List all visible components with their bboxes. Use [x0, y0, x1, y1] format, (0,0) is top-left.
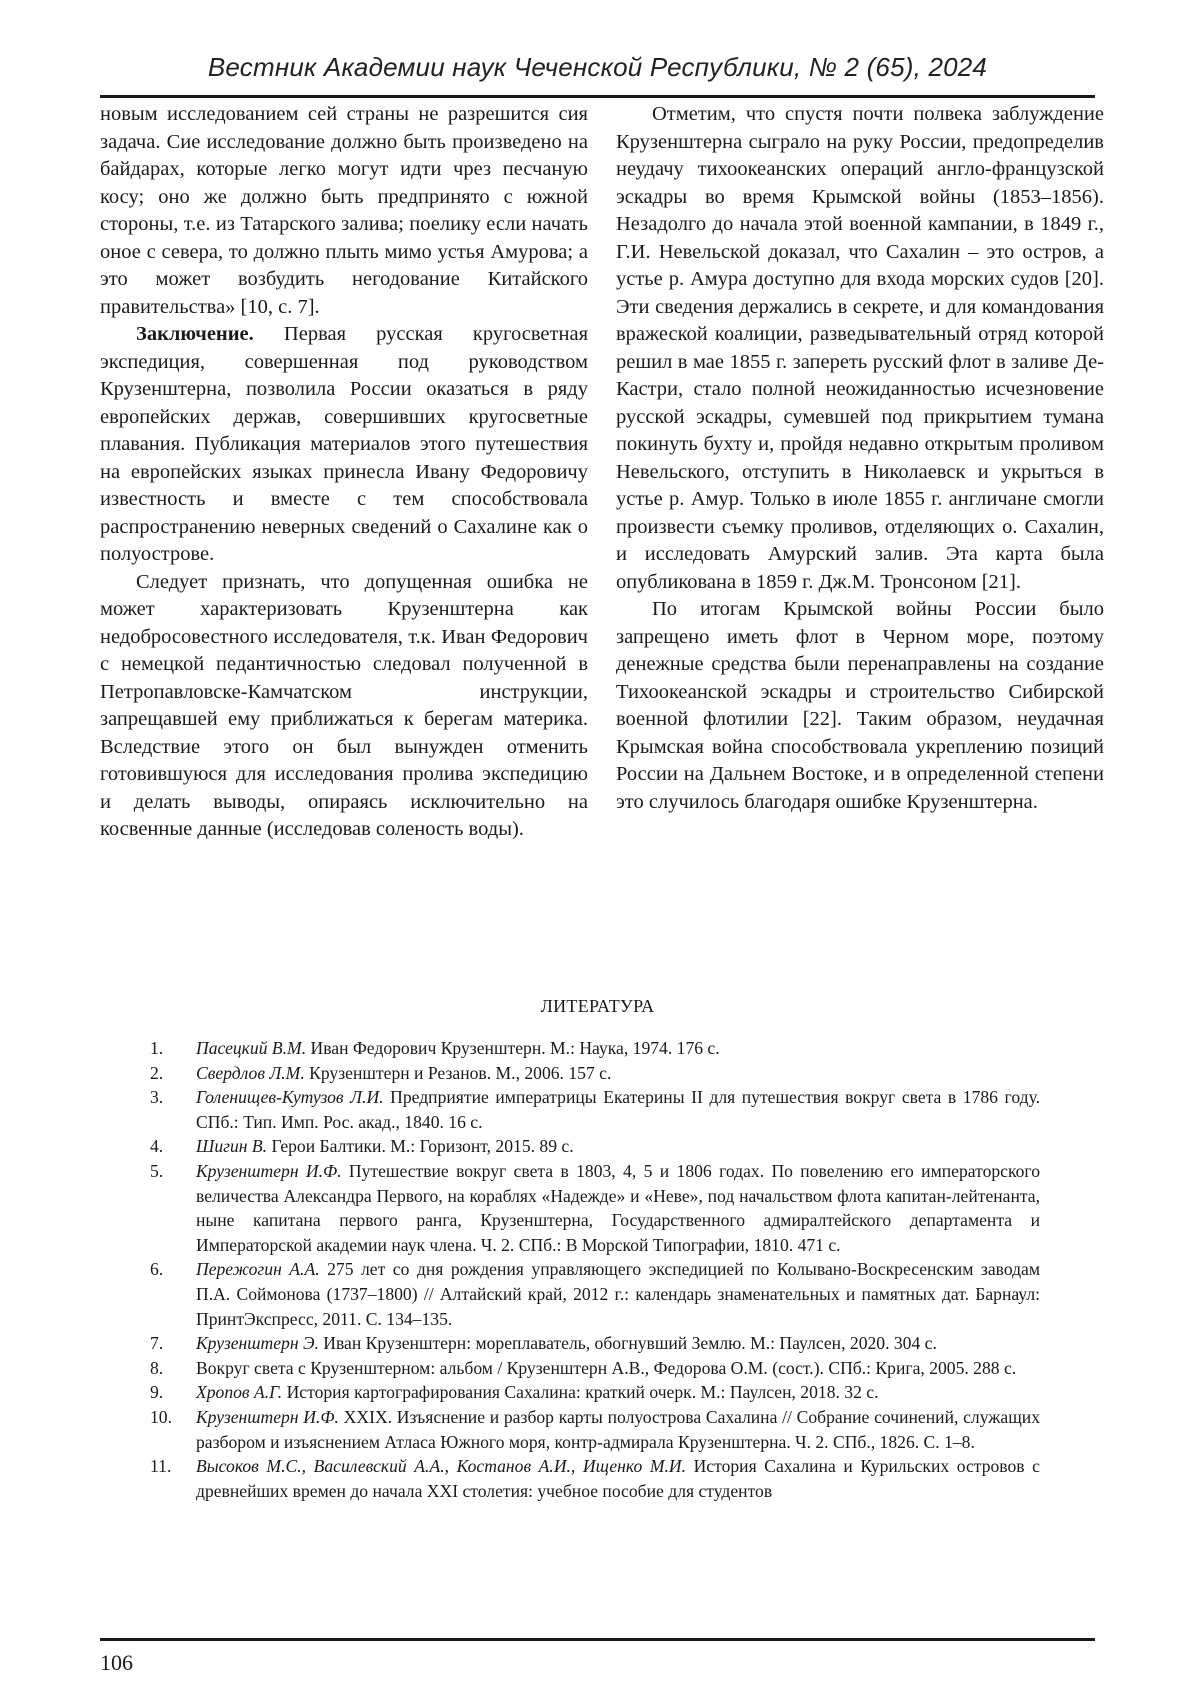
- reference-number: 4.: [150, 1136, 164, 1157]
- references-title: ЛИТЕРАТУРА: [540, 996, 655, 1016]
- reference-number: 10.: [150, 1406, 172, 1427]
- reference-number: 8.: [150, 1357, 164, 1378]
- reference-text: Иван Федорович Крузенштерн. М.: Наука, 1974. 176 с.: [306, 1038, 720, 1058]
- reference-author: Хропов А.Г.: [196, 1382, 283, 1403]
- conclusion-text: Первая русская кругосветная экспедиция, совершенная под руководством Крузенштерна, позволила России оказаться в ряду европейских держав, совершивших кругосветные плавания. Публикация материалов этого путешествия на европейских языках принесла Ивану Федоровичу известность и вместе с тем способствовала распространению неверных сведений о Сахалине как о полуострове.: [100, 323, 588, 565]
- page-number: 106: [100, 1650, 133, 1675]
- left-paragraph-1: новым исследованием сей страны не разрешится сия задача. Сие исследование должно быть произведено на байдарах, которые легко могут идти чрез песчаную косу; оно же должно быть предпринято с южной стороны, т.е. из Татарского залива; поелику если начать оное с севера, то должно плыть мимо устья Амурова; а это может возбудить негодование Китайского правительства» [10, с. 7].: [100, 103, 588, 318]
- left-paragraph-2: [100, 321, 588, 569]
- reference-item: [150, 1257, 1040, 1331]
- reference-item: [150, 1159, 1040, 1257]
- reference-item: [150, 1331, 1040, 1356]
- reference-author: Пережогин А.А.: [196, 1259, 320, 1280]
- reference-text: XXIX. Изъяснение и разбор карты полуострова Сахалина // Собрание сочинений, служащих разбором и изъяснением Атласа Южного моря, контр-адмирала Крузенштерна. Ч. 2. СПб., 1826. С. 1–8.: [196, 1406, 1040, 1452]
- reference-text: История Сахалина и Курильских островов с древнейших времен до начала XXI столетия: учебное пособие для студентов: [196, 1456, 1040, 1501]
- journal-header: Вестник Академии наук Чеченской Республики, № 2 (65), 2024: [207, 52, 988, 82]
- right-paragraph-1: Отметим, что спустя почти полвека заблуждение Крузенштерна сыграло на руку России, предопределив неудачу тихоокеанских операций англо-французской эскадры во время Крымской войны (1853–1856). Незадолго до начала этой военной кампании, в 1849 г., Г.И. Невельской доказал, что Сахалин – это остров, а устье р. Амура доступно для входа морских судов [20]. Эти сведения держались в секрете, и для командования вражеской коалиции, разведывательный отряд которой решил в мае 1855 г. запереть русский флот в заливе Де-Кастри, стало полной неожиданностью исчезновение русской эскадры, сумевшей под прикрытием тумана покинуть бухту и, пройдя недавно открытым проливом Невельского, отступить в Николаевск и укрыться в устье р. Амур. Только в июле 1855 г. англичане смогли произвести съемку проливов, отделяющих о. Сахалин, и исследовать Амурский залив. Эта карта была опубликована в 1859 г. Дж.М. Тронсоном [21].: [616, 103, 1104, 593]
- reference-author: Голенищев-Кутузов Л.И.: [196, 1087, 384, 1108]
- reference-item: [150, 1036, 1040, 1061]
- reference-text: Иван Крузенштерн: мореплаватель, обогнувший Землю. М.: Паулсен, 2020. 304 с.: [318, 1333, 937, 1354]
- reference-text: Герои Балтики. М.: Горизонт, 2015. 89 с.: [267, 1136, 574, 1157]
- left-column: [100, 101, 588, 844]
- reference-text: Крузенштерн и Резанов. М., 2006. 157 с.: [304, 1062, 612, 1083]
- reference-number: 3.: [150, 1087, 164, 1108]
- reference-item: [150, 1061, 1040, 1086]
- reference-text: Путешествие вокруг света в 1803, 4, 5 и 1806 годах. По повелению его императорского величества Александра Первого, на кораблях «Надежде» и «Неве», под начальством флота капитан-лейтенанта, ныне капитана первого ранга, Крузенштерна, Государственного адмиралтейского департамента и Императорской академии наук члена. Ч. 2. СПб.: В Морской Типографии, 1810. 471 с.: [196, 1160, 1040, 1255]
- reference-text: Предприятие императрицы Екатерины II для путешествия вокруг света в 1786 году. СПб.: Тип. Имп. Рос. акад., 1840. 16 с.: [196, 1087, 1040, 1132]
- reference-text: История картографирования Сахалина: краткий очерк. М.: Паулсен, 2018. 32 с.: [282, 1382, 879, 1403]
- conclusion-label: Заключение.: [136, 323, 254, 345]
- reference-number: 2.: [150, 1062, 164, 1083]
- reference-item: [150, 1380, 1040, 1405]
- reference-text: Вокруг света с Крузенштерном: альбом / Крузенштерн А.В., Федорова О.М. (сост.). СПб.: Крига, 2005. 288 с.: [196, 1357, 1017, 1378]
- reference-number: 6.: [150, 1259, 164, 1280]
- reference-item: [150, 1085, 1040, 1134]
- reference-number: 9.: [150, 1382, 164, 1403]
- reference-author: Крузенштерн Э.: [196, 1333, 319, 1354]
- reference-author: Пасецкий В.М.: [196, 1038, 307, 1058]
- reference-number: 7.: [150, 1333, 164, 1354]
- reference-item: [150, 1454, 1040, 1503]
- reference-author: Свердлов Л.М.: [196, 1062, 305, 1083]
- right-column: [616, 101, 1104, 816]
- right-paragraph-2: По итогам Крымской войны России было запрещено иметь флот в Черном море, поэтому денежные средства были перенаправлены на создание Тихоокеанской эскадры и строительство Сибирской военной флотилии [22]. Таким образом, неудачная Крымская война способствовала укреплению позиций России на Дальнем Востоке, и в определенной степени это случилось благодаря ошибке Крузенштерна.: [616, 598, 1104, 813]
- references-list: [150, 1036, 1040, 1503]
- reference-item: [150, 1356, 1040, 1381]
- reference-author: Высоков М.С., Василевский А.А., Костанов А.И., Ищенко М.И.: [196, 1456, 686, 1477]
- reference-author: Крузенштерн И.Ф.: [196, 1406, 339, 1427]
- reference-number: 1.: [150, 1038, 164, 1058]
- left-paragraph-3: Следует признать, что допущенная ошибка не может характеризовать Крузенштерна как недобросовестного исследователя, т.к. Иван Федорович с немецкой педантичностью следовал полученной в Петропавловске-Камчатском инструкции, запрещавшей ему приближаться к берегам материка. Вследствие этого он был вынужден отменить готовившуюся для исследования пролива экспедицию и делать выводы, опираясь исключительно на косвенные данные (исследовав соленость воды).: [100, 570, 588, 840]
- header-rule: [100, 95, 1095, 98]
- reference-author: Шигин В.: [196, 1136, 268, 1157]
- reference-author: Крузенштерн И.Ф.: [196, 1160, 342, 1181]
- reference-number: 11.: [150, 1456, 172, 1477]
- footer-rule: [100, 1638, 1095, 1641]
- reference-item: [150, 1134, 1040, 1159]
- reference-number: 5.: [150, 1160, 164, 1181]
- reference-text: 275 лет со дня рождения управляющего экспедицией по Колывано-Воскресенским заводам П.А. Соймонова (1737–1800) // Алтайский край, 2012 г.: календарь знаменательных и памятных дат. Барнаул: ПринтЭкспресс, 2011. С. 134–135.: [196, 1259, 1040, 1329]
- reference-item: [150, 1405, 1040, 1454]
